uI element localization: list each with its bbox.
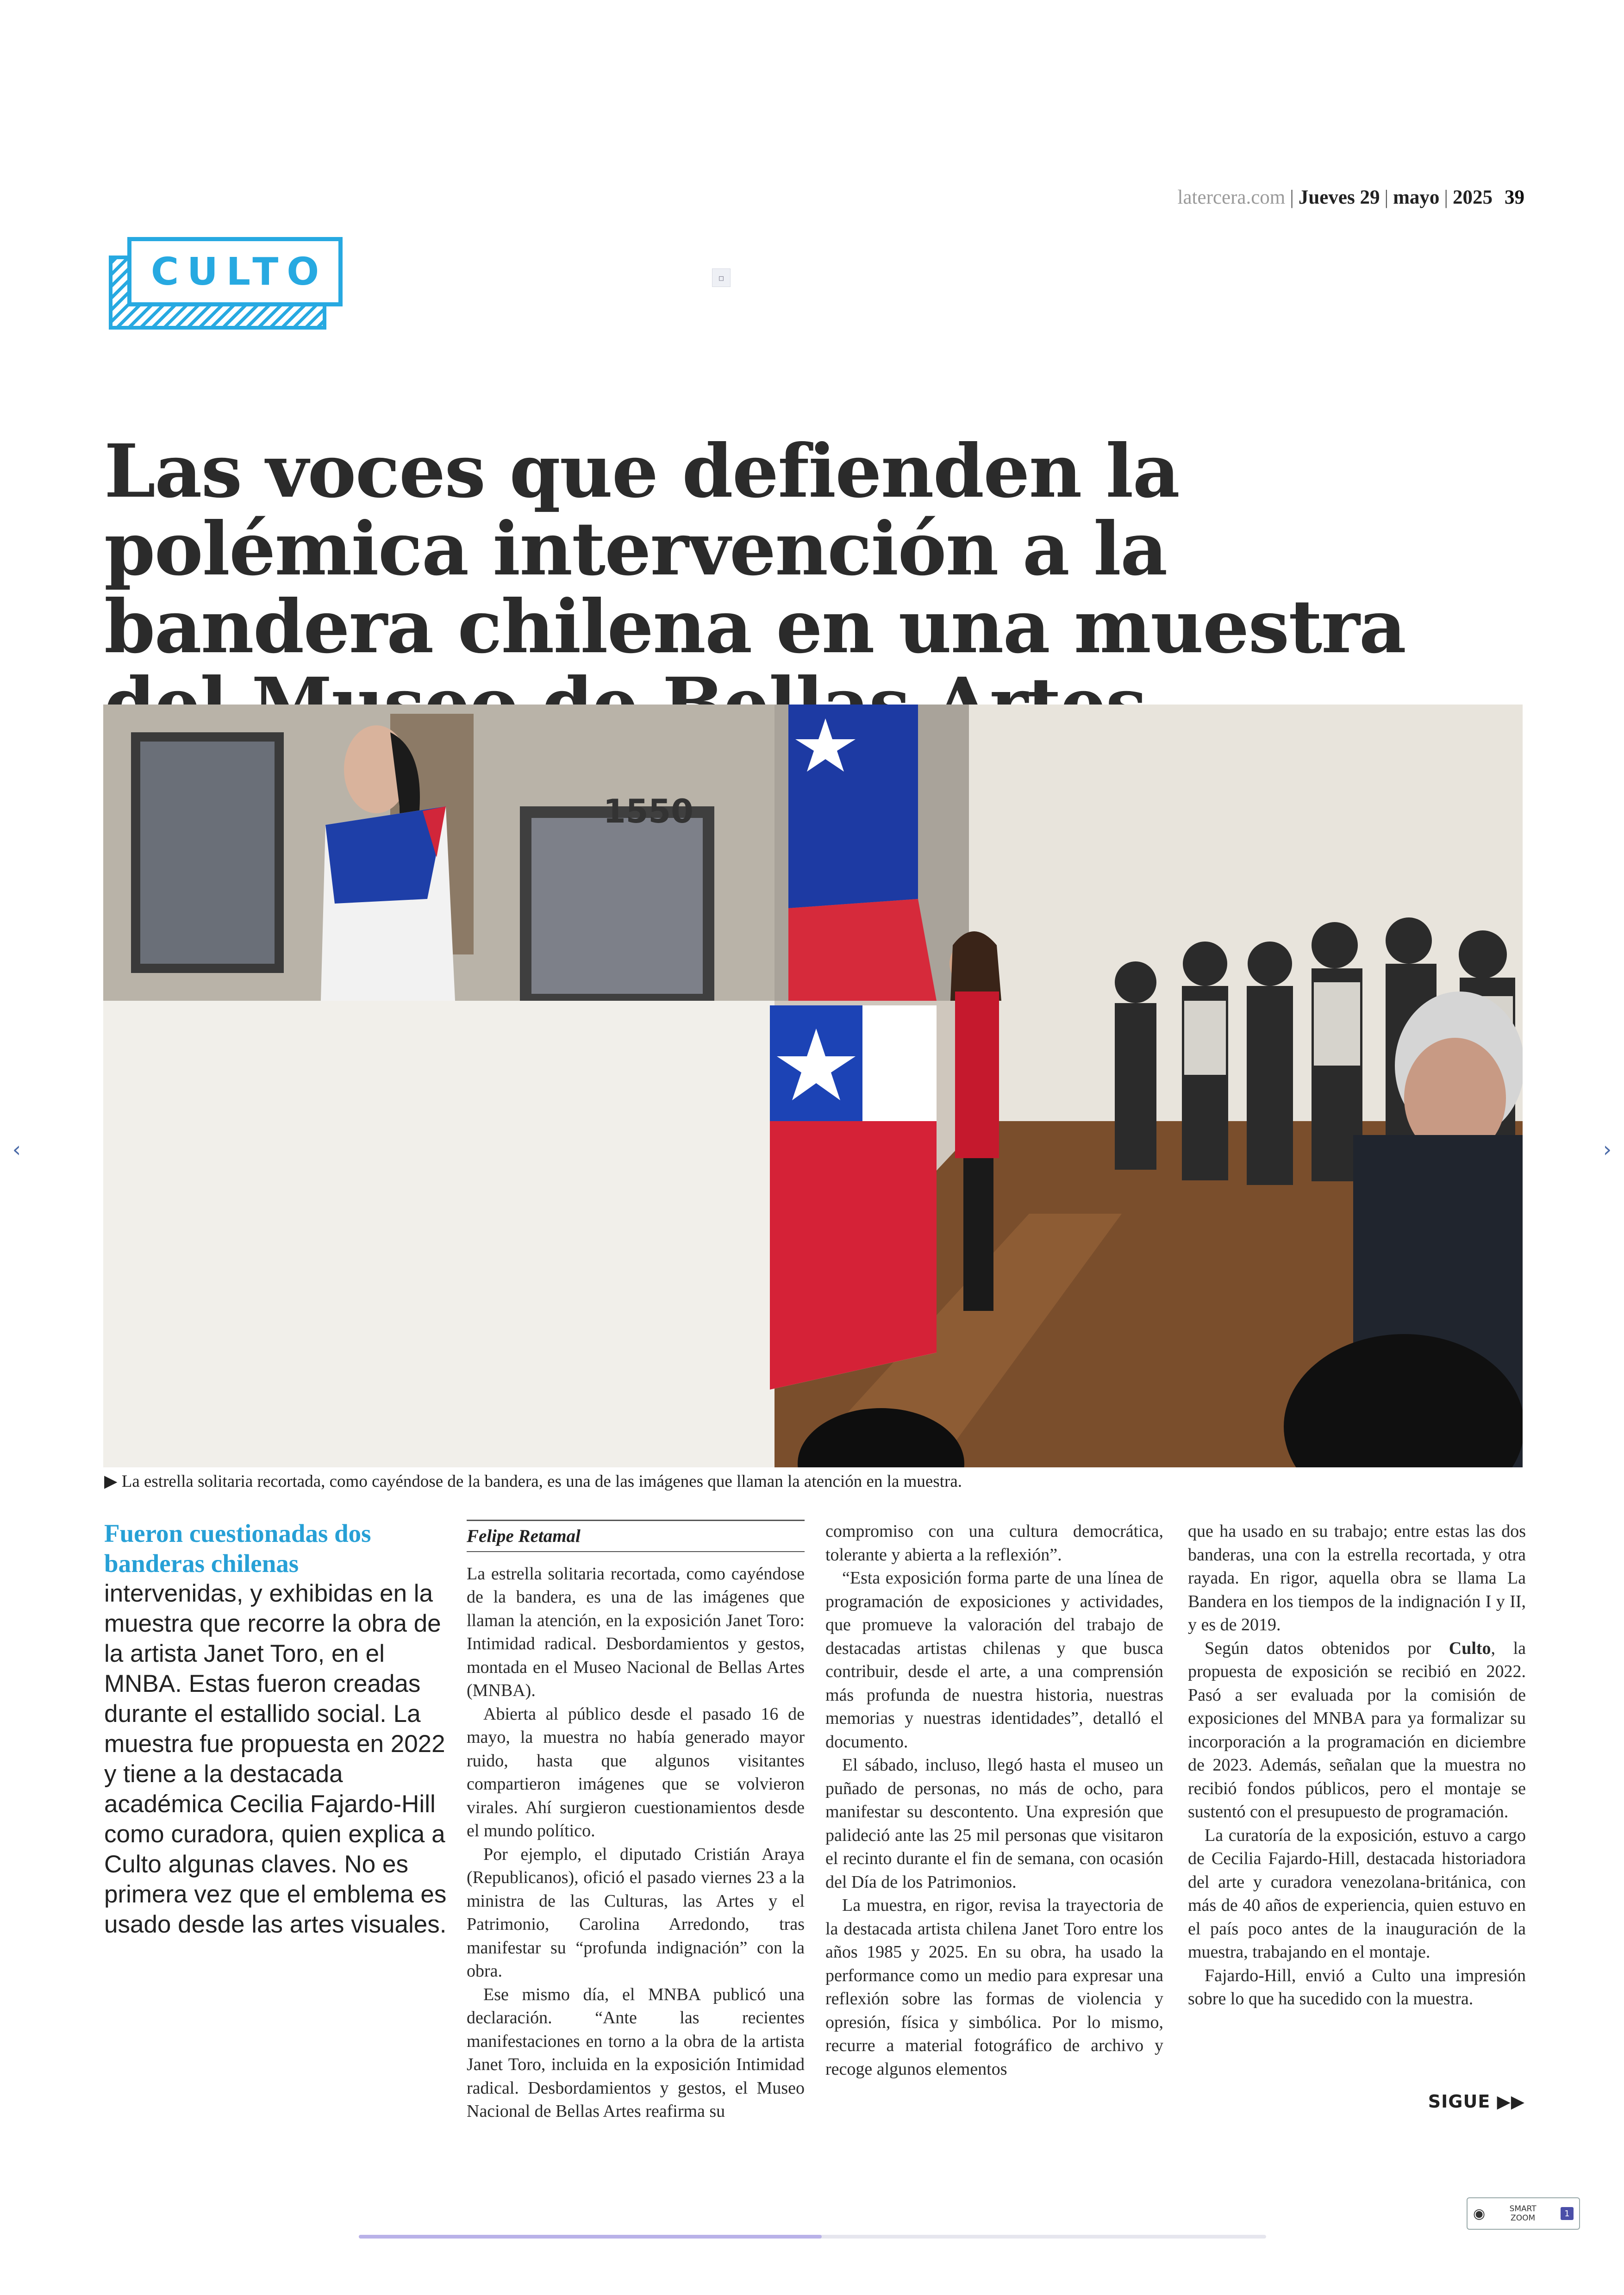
paragraph: Abierta al público desde el pasado 16 de mayo, la muestra no había generado mayor ruido, hasta que algunos visitantes compartieron imágenes que se volvieron virales. Ahí surgieron cuestionamientos desde el mundo político. <box>467 1704 805 1840</box>
paragraph: La muestra, en rigor, revisa la trayectoria de la destacada artista chilena Janet Toro entre los años 1985 y 2025. En su obra, ha usado la performance como un medio para expresar una reflexión sobre las formas de violencia y opresión, física y simbólica. Por lo mismo, recurre a material fotográfico de archivo y recoge algunos elementos <box>825 1896 1163 2079</box>
divider: | <box>1384 187 1389 208</box>
paragraph: Ese mismo día, el MNBA publicó una declaración. “Ante las recientes manifestaciones en torno a la obra de la artista Janet Toro, incluida en la exposición Intimidad radical. Desbordamientos y gestos, el Museo Nacional de Bellas Artes reafirma su <box>467 1984 805 2121</box>
label-line: ZOOM <box>1511 2214 1536 2223</box>
page-marker-icon: ▫ <box>712 268 731 287</box>
text-bold: Culto <box>1449 1638 1491 1658</box>
caption-text: La estrella solitaria recortada, como cayéndose de la bandera, es una de las imágenes que llaman la atención en la muestra. <box>121 1472 962 1491</box>
text-run: Según datos obtenidos por <box>1205 1638 1449 1658</box>
page-masthead <box>1178 186 1524 209</box>
reading-progress-bar[interactable] <box>359 2235 1266 2239</box>
paragraph: “Esta exposición forma parte de una línea de programación de exposiciones y actividades, que promueve la valoración del trabajo de destacadas artistas chilenas y que busca contribuir, desde el arte, a una comprensión más profunda de nuestra historia, nuestras memorias y nuestras identidades”, detalló el documento. <box>825 1568 1163 1752</box>
culto-section-logo <box>109 237 347 330</box>
chevron-left-icon[interactable]: ‹ <box>12 1137 21 1162</box>
article-deck <box>104 1518 447 1940</box>
eye-icon: ◉ <box>1473 2205 1486 2222</box>
photo-caption: ▶ La estrella solitaria recortada, como cayéndose de la bandera, es una de las imágenes que llaman la atención en la muestra. <box>104 1472 962 1491</box>
progress-fill <box>359 2235 822 2239</box>
smart-zoom-label <box>1510 2204 1537 2223</box>
paragraph: La curatoría de la exposición, estuvo a cargo de Cecilia Fajardo-Hill, destacada historiadora del arte y curadora venezolana-británica, con más de 40 años de experiencia, quien estuvo en el país poco antes de la inauguración de la muestra, trabajando en el montaje. <box>1188 1825 1526 1962</box>
paragraph: que ha usado en su trabajo; entre estas las dos banderas, una con la estrella recortada, y otra rayada. En rigor, aquella obra se llama La Bandera en los tiempos de la indignación I y II, y es de 2019. <box>1188 1522 1526 1634</box>
text-run: , la propuesta de exposición se recibió en 2022. Pasó a ser evaluada por la comisión de exposiciones del MNBA para ya formalizar su incorporación a la programación en diciembre de 2023. Además, señalan que la muestra no recibió fondos públicos, pero el montaje se sustentó con el presupuesto de programación. <box>1188 1638 1526 1821</box>
deck-text: intervenidas, y exhibidas en la muestra que recorre la obra de la artista Janet Toro, en el MNBA. Estas fueron creadas durante el estallido social. La muestra fue propuesta en 2022 y tiene a la destacada académica Cecilia Fajardo-Hill como curadora, quien explica a Culto algunas claves. No es primera vez que el emblema es usado desde las artes visuales. <box>104 1580 447 1938</box>
paragraph: compromiso con una cultura democrática, tolerante y abierta a la reflexión”. <box>825 1522 1163 1565</box>
paragraph: Fajardo-Hill, envió a Culto una impresión sobre lo que ha sucedido con la muestra. <box>1188 1965 1526 2008</box>
logo-text: CULTO <box>127 237 343 306</box>
divider: | <box>1290 187 1294 208</box>
site-name: latercera.com <box>1177 187 1286 208</box>
article-column-1 <box>467 1520 805 2123</box>
page-number: 39 <box>1505 187 1524 208</box>
page-count-badge: 1 <box>1561 2207 1574 2220</box>
paragraph <box>1188 1637 1526 1824</box>
smart-zoom-button[interactable] <box>1467 2197 1580 2230</box>
issue-month: mayo <box>1393 187 1440 208</box>
label-line: SMART <box>1509 2204 1537 2214</box>
article-column-3 <box>1188 1520 1526 2011</box>
divider: | <box>1444 187 1448 208</box>
building-number: 1550 <box>603 792 693 830</box>
chevron-right-icon[interactable]: › <box>1603 1137 1612 1162</box>
issue-day: Jueves 29 <box>1298 187 1380 208</box>
paragraph: La estrella solitaria recortada, como cayéndose de la bandera, es una de las imágenes que llaman la atención, en la exposición Janet Toro: Intimidad radical. Desbordamientos y gestos, montada en el Museo Nacional de Bellas Artes (MNBA). <box>467 1564 805 1700</box>
byline: Felipe Retamal <box>467 1520 805 1552</box>
paragraph: El sábado, incluso, llegó hasta el museo un puñado de personas, no más de ocho, para manifestar su descontento. Una expresión que palideció ante las 25 mil personas que visitaron el recinto durante el fin de semana, con ocasión del Día de los Patrimonios. <box>825 1755 1163 1892</box>
article-column-2 <box>825 1520 1163 2081</box>
paragraph: Por ejemplo, el diputado Cristián Araya (Republicanos), ofició el pasado viernes 23 a la ministra de las Culturas, las Artes y el Patrimonio, Carolina Arredondo, tras manifestar su “profunda indignación” con la obra. <box>467 1844 805 1981</box>
article-headline: Las voces que defienden la polémica intervención a la bandera chilena en una muestra <box>104 429 1405 670</box>
museum-scene-illustration <box>103 705 1523 1467</box>
issue-year: 2025 <box>1453 187 1493 208</box>
continue-marker: SIGUE ▶▶ <box>1428 2091 1525 2112</box>
deck-kicker: Fueron cuestionadas dos banderas chilenas <box>104 1519 371 1578</box>
article-photo <box>103 705 1523 1467</box>
